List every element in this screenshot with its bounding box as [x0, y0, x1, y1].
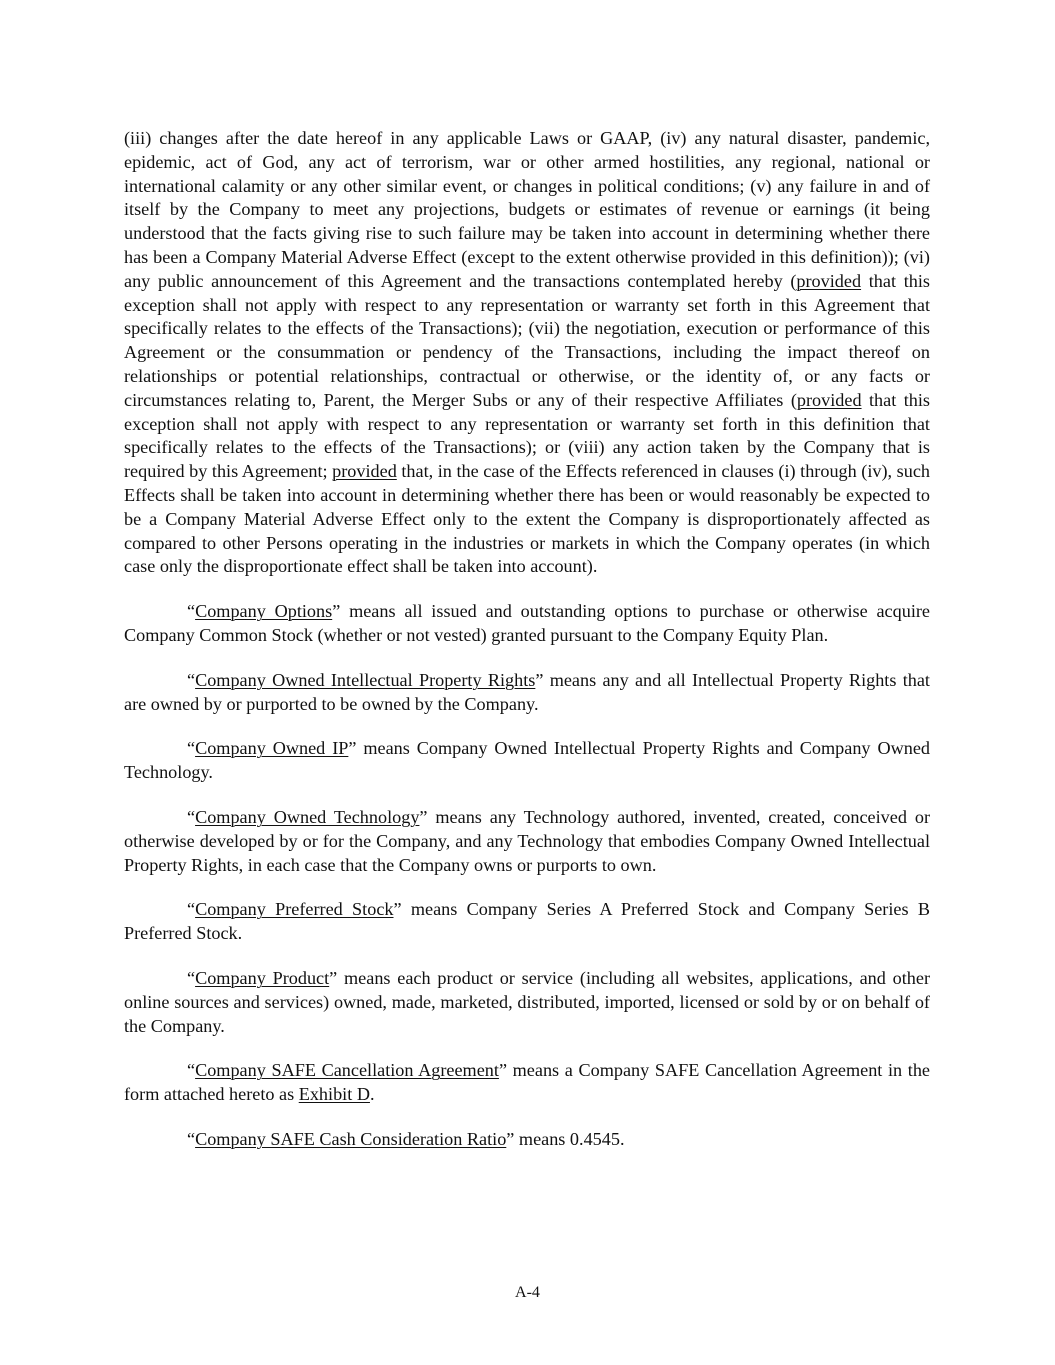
definition-text: ” means Company Series A Preferred Stock and Company Series B Preferred Stock. [124, 899, 930, 944]
exhibit-reference: Exhibit D [298, 1084, 370, 1105]
defined-term: Company Owned IP [195, 738, 349, 759]
underlined-term: provided [796, 270, 862, 291]
definition-company-product [124, 967, 930, 1038]
defined-term: Company Owned Intellectual Property Rights [195, 669, 536, 690]
definition-company-safe-cash-consideration-ratio [124, 1128, 930, 1152]
quote-mark: “ [187, 899, 196, 920]
document-page [124, 127, 930, 1173]
defined-term: Company Product [195, 967, 330, 988]
definition-company-preferred-stock [124, 898, 930, 946]
paragraph-text: that this exception shall not apply with respect to any representation or warranty set forth in this Agreement that specifically relates to the effects of the Transactions); (vii) the negotiation, execution or performance of this Agreement or the consummation or pendency of the Transactions, including the impact thereof on relationships or potential relationships, contractual or otherwise, or the identity of, or any facts or circumstances relating to, Parent, the Merger Subs or any of their respective Affiliates ( [124, 270, 930, 410]
definition-company-owned-ip [124, 737, 930, 785]
definition-text: ” means 0.4545. [506, 1128, 625, 1149]
definition-text: ” means a Company SAFE Cancellation Agreement in the form attached hereto as [124, 1060, 930, 1105]
defined-term: Company SAFE Cash Consideration Ratio [195, 1128, 507, 1149]
quote-mark: “ [187, 1060, 196, 1081]
quote-mark: “ [187, 967, 196, 988]
quote-mark: “ [187, 601, 196, 622]
page-number: A-4 [515, 1284, 540, 1301]
definition-company-safe-cancellation-agreement [124, 1059, 930, 1107]
defined-term: Company Options [195, 601, 333, 622]
defined-term: Company Preferred Stock [195, 899, 394, 920]
underlined-term: provided [332, 461, 397, 482]
body-paragraph [124, 127, 930, 579]
quote-mark: “ [187, 1128, 196, 1149]
defined-term: Company Owned Technology [195, 806, 420, 827]
definition-text: . [369, 1084, 375, 1105]
paragraph-text: (iii) changes after the date hereof in any applicable Laws or GAAP, (iv) any natural disaster, pandemic, epidemic, act of God, any act of terrorism, war or other armed hostilities, any regional, national or international calamity or any other similar event, or changes in political conditions; (v) any failure in and of itself by the Company to meet any projections, budgets or estimates of revenue or earnings (it being understood that the facts giving rise to such failure may be taken into account in determining whether there has been a Company Material Adverse Effect (except to the extent otherwise provided in this definition)); (vi) any public announcement of this Agreement and the transactions contemplated hereby ( [124, 128, 930, 291]
definition-company-owned-ip-rights [124, 669, 930, 717]
definition-text: ” means Company Owned Intellectual Property Rights and Company Owned Technology. [124, 738, 930, 783]
definition-company-options [124, 600, 930, 648]
definition-company-owned-technology [124, 806, 930, 877]
definition-text: ” means each product or service (including all websites, applications, and other online sources and services) owned, made, marketed, distributed, imported, licensed or sold by or on behalf of the Company. [124, 967, 930, 1036]
paragraph-text: that, in the case of the Effects referenced in clauses (i) through (iv), such Effects shall be taken into account in determining whether there has been or would reasonably be expected to be a Company Material Adverse Effect only to the extent the Company is disproportionately affected as compared to other Persons operating in the industries or markets in which the Company operates (in which case only the disproportionate effect shall be taken into account). [124, 461, 930, 577]
paragraph-text: that this exception shall not apply with respect to any representation or warranty set forth in this definition that specifically relates to the effects of the Transactions); or (viii) any action taken by the Company that is required by this Agreement; [124, 389, 930, 482]
definition-text: ” means any and all Intellectual Property Rights that are owned by or purported to be owned by the Company. [124, 669, 930, 714]
underlined-term: provided [796, 389, 862, 410]
quote-mark: “ [187, 806, 196, 827]
defined-term: Company SAFE Cancellation Agreement [195, 1060, 499, 1081]
quote-mark: “ [187, 669, 196, 690]
quote-mark: “ [187, 738, 196, 759]
definition-text: ” means any Technology authored, invented, created, conceived or otherwise developed by or for the Company, and any Technology that embodies Company Owned Intellectual Property Rights, in each case that the Company owns or purports to own. [124, 806, 930, 875]
definition-text: ” means all issued and outstanding options to purchase or otherwise acquire Company Common Stock (whether or not vested) granted pursuant to the Company Equity Plan. [124, 601, 930, 645]
